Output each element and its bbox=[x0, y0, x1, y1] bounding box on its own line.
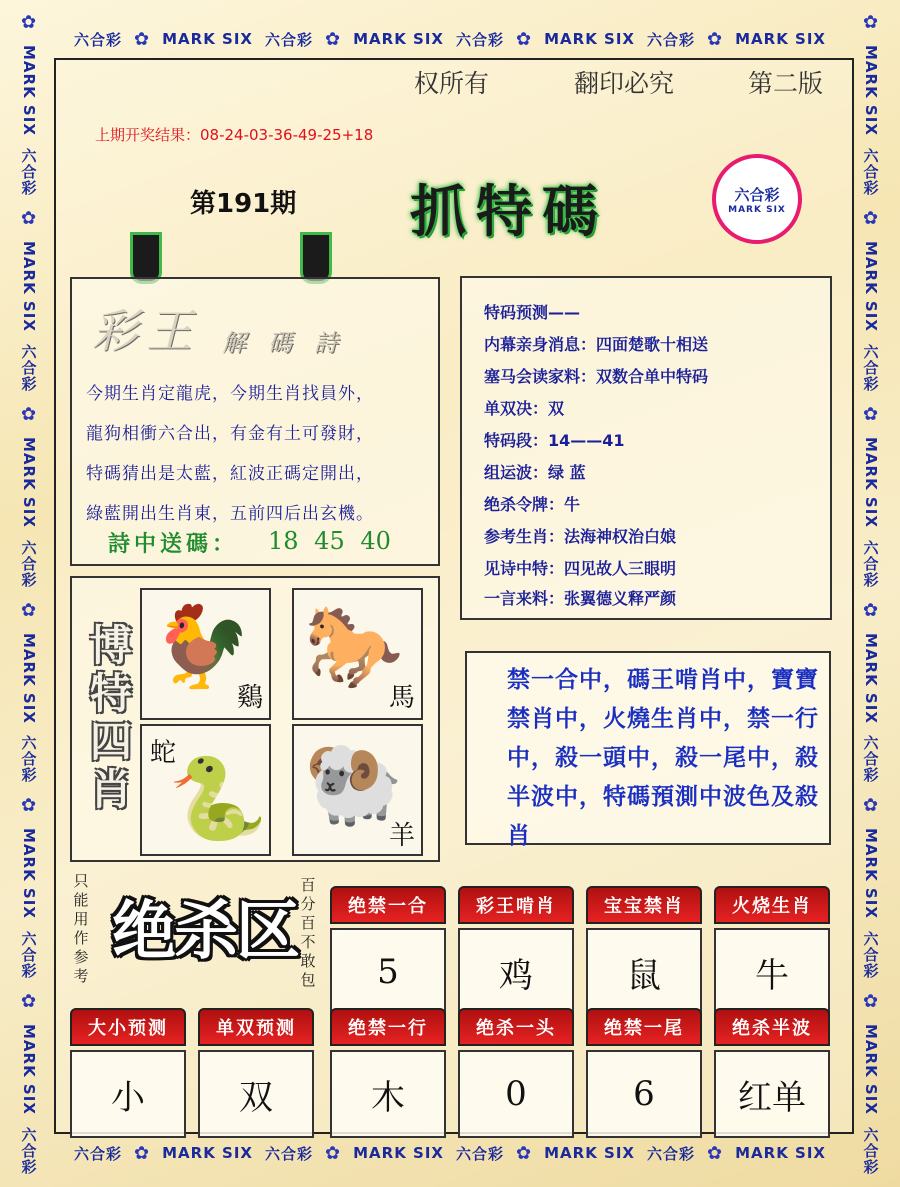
kill-zone-tile bbox=[458, 1008, 574, 1136]
zodiac-cell-snake bbox=[140, 724, 271, 856]
band-six-text: 六合彩 bbox=[265, 30, 314, 49]
band-mark-text: MARK SIX bbox=[862, 632, 880, 724]
band-six-text: 六合彩 bbox=[74, 1144, 123, 1163]
kill-zone-left-note: 只能用作参考 bbox=[73, 872, 89, 985]
clover-icon: ✿ bbox=[707, 1142, 724, 1164]
prediction-row: 特码预测—— bbox=[484, 303, 581, 322]
prediction-row: 单双决：双 bbox=[484, 399, 565, 418]
kill-zone-tile-value: 鼠 bbox=[586, 928, 702, 1016]
kill-zone-right-note: 百分百不敢包 bbox=[300, 876, 316, 989]
prediction-row: 内幕亲身消息：四面楚歌十相送 bbox=[484, 335, 709, 354]
band-mark-text: MARK SIX bbox=[353, 30, 444, 48]
last-result: 上期开奖结果：08-24-03-36-49-25+18 bbox=[95, 126, 374, 144]
kill-zone-tile-value: 双 bbox=[198, 1050, 314, 1138]
page-title: 抓特碼 bbox=[410, 179, 608, 245]
poem-subtitle: 解碼詩 bbox=[222, 329, 360, 357]
band-mark-text: MARK SIX bbox=[862, 44, 880, 136]
clover-icon: ✿ bbox=[516, 1142, 533, 1164]
clover-icon: ✿ bbox=[134, 28, 151, 50]
clover-icon: ✿ bbox=[707, 28, 724, 50]
poem-send-label: 詩中送碼： bbox=[108, 532, 239, 557]
kill-zone-tile-label: 绝杀半波 bbox=[714, 1008, 830, 1046]
kill-zone-tile-label: 绝禁一行 bbox=[330, 1008, 446, 1046]
logo-en: MARK SIX bbox=[728, 204, 786, 215]
kill-zone-tile bbox=[70, 1008, 186, 1136]
band-six-text: 六合彩 bbox=[861, 931, 880, 980]
prediction-row: 一言来料：张翼德义释严颜 bbox=[484, 589, 677, 608]
kill-zone-tile-value: 0 bbox=[458, 1050, 574, 1138]
prediction-row: 绝杀令牌：牛 bbox=[484, 495, 581, 514]
band-six-text: 六合彩 bbox=[19, 1127, 38, 1176]
zodiac-name: 馬 bbox=[388, 683, 415, 713]
band-mark-text: MARK SIX bbox=[735, 30, 826, 48]
clover-icon: ✿ bbox=[20, 11, 38, 33]
kill-zone-tile-label: 大小预测 bbox=[70, 1008, 186, 1046]
zodiac-cell-horse bbox=[292, 588, 423, 720]
clover-icon: ✿ bbox=[325, 1142, 342, 1164]
band-mark-text: MARK SIX bbox=[862, 828, 880, 920]
band-six-text: 六合彩 bbox=[861, 1127, 880, 1176]
clover-icon: ✿ bbox=[862, 795, 880, 817]
kill-zone-tile bbox=[330, 1008, 446, 1136]
top-border-band bbox=[0, 24, 900, 54]
kill-zone-tile-value: 牛 bbox=[714, 928, 830, 1016]
poem-line: 特碼猜出是太藍，紅波正碼定開出， bbox=[86, 464, 374, 484]
clover-icon: ✿ bbox=[20, 599, 38, 621]
band-six-text: 六合彩 bbox=[19, 539, 38, 588]
horse-icon: 🐎 bbox=[304, 600, 404, 693]
warning-text: 禁一合中，碼王啃肖中，寶寶禁肖中，火燒生肖中，禁一行中，殺一頭中，殺一尾中，殺半波中，特碼預測中波色及殺肖 bbox=[507, 667, 819, 849]
band-mark-text: MARK SIX bbox=[862, 240, 880, 332]
band-mark-text: MARK SIX bbox=[20, 828, 38, 920]
zodiac-name: 鷄 bbox=[236, 683, 263, 713]
prediction-box bbox=[460, 276, 832, 620]
kill-zone-tile bbox=[458, 886, 574, 1014]
prediction-row: 塞马会读家料：双数合单中特码 bbox=[484, 367, 709, 386]
snake-icon: 🐍 bbox=[168, 752, 268, 845]
mark-six-logo bbox=[712, 154, 802, 244]
zodiac-name: 蛇 bbox=[150, 738, 177, 768]
kill-zone-tile bbox=[586, 1008, 702, 1136]
kill-zone-tile-label: 绝禁一尾 bbox=[586, 1008, 702, 1046]
band-six-text: 六合彩 bbox=[19, 735, 38, 784]
band-six-text: 六合彩 bbox=[647, 1144, 696, 1163]
clover-icon: ✿ bbox=[862, 11, 880, 33]
kill-zone-tile-value: 6 bbox=[586, 1050, 702, 1138]
kill-zone-title: 绝杀区 bbox=[112, 895, 298, 969]
clover-icon: ✿ bbox=[862, 207, 880, 229]
clover-icon: ✿ bbox=[20, 403, 38, 425]
poem-box bbox=[70, 277, 440, 566]
prediction-row: 参考生肖：法海神权治白娘 bbox=[484, 527, 677, 546]
ram-icon: 🐏 bbox=[304, 736, 404, 829]
clover-icon: ✿ bbox=[134, 1142, 151, 1164]
zodiac-cell-ram bbox=[292, 724, 423, 856]
kill-zone-tile bbox=[714, 886, 830, 1014]
band-mark-text: MARK SIX bbox=[162, 1144, 253, 1162]
four-zodiac-box bbox=[70, 576, 440, 862]
band-mark-text: MARK SIX bbox=[862, 436, 880, 528]
bottom-border-band bbox=[0, 1138, 900, 1168]
band-six-text: 六合彩 bbox=[456, 1144, 505, 1163]
prediction-row: 见诗中特：四见故人三眼明 bbox=[484, 559, 677, 578]
zodiac-cell-rooster bbox=[140, 588, 271, 720]
band-six-text: 六合彩 bbox=[265, 1144, 314, 1163]
poem-send-numbers: 18 45 40 bbox=[268, 527, 391, 555]
kill-zone-tile-label: 彩王啃肖 bbox=[458, 886, 574, 924]
kill-zone-tile-label: 单双预测 bbox=[198, 1008, 314, 1046]
warning-box bbox=[465, 651, 831, 849]
issue-number: 第191期 bbox=[190, 189, 297, 219]
poem-line: 綠藍開出生肖東，五前四后出玄機。 bbox=[86, 504, 374, 524]
band-mark-text: MARK SIX bbox=[544, 30, 635, 48]
kill-zone-tile-label: 宝宝禁肖 bbox=[586, 886, 702, 924]
poem-brand: 彩王 bbox=[92, 304, 200, 358]
copy-notice: 翻印必究 bbox=[574, 69, 675, 98]
kill-zone-tile-value: 木 bbox=[330, 1050, 446, 1138]
band-six-text: 六合彩 bbox=[861, 735, 880, 784]
zodiac-name: 羊 bbox=[388, 821, 415, 851]
rooster-icon: 🐓 bbox=[152, 600, 252, 693]
logo-cn: 六合彩 bbox=[734, 185, 780, 204]
kill-zone-tile bbox=[586, 886, 702, 1014]
left-border-band bbox=[14, 0, 44, 1187]
clover-icon: ✿ bbox=[20, 795, 38, 817]
band-six-text: 六合彩 bbox=[861, 147, 880, 196]
band-mark-text: MARK SIX bbox=[862, 1024, 880, 1116]
band-six-text: 六合彩 bbox=[861, 539, 880, 588]
kill-zone-tile bbox=[330, 886, 446, 1014]
band-six-text: 六合彩 bbox=[19, 147, 38, 196]
band-mark-text: MARK SIX bbox=[20, 632, 38, 724]
kill-zone-tile-value: 鸡 bbox=[458, 928, 574, 1016]
band-mark-text: MARK SIX bbox=[353, 1144, 444, 1162]
clover-icon: ✿ bbox=[862, 599, 880, 621]
clover-icon: ✿ bbox=[516, 28, 533, 50]
clover-icon: ✿ bbox=[325, 28, 342, 50]
kill-zone-tile-label: 火烧生肖 bbox=[714, 886, 830, 924]
kill-zone-tile-value: 5 bbox=[330, 928, 446, 1016]
band-mark-text: MARK SIX bbox=[20, 436, 38, 528]
clover-icon: ✿ bbox=[862, 991, 880, 1013]
prediction-row: 特码段：14——41 bbox=[484, 431, 625, 450]
clover-icon: ✿ bbox=[20, 207, 38, 229]
band-mark-text: MARK SIX bbox=[162, 30, 253, 48]
four-zodiac-label: 博特四肖 bbox=[89, 621, 132, 814]
right-border-band bbox=[856, 0, 886, 1187]
poem-line: 龍狗相衝六合出，有金有土可發財， bbox=[86, 424, 374, 444]
clover-icon: ✿ bbox=[862, 403, 880, 425]
band-six-text: 六合彩 bbox=[74, 30, 123, 49]
prediction-row: 组运波：绿 蓝 bbox=[484, 463, 586, 482]
band-six-text: 六合彩 bbox=[19, 343, 38, 392]
band-mark-text: MARK SIX bbox=[20, 240, 38, 332]
kill-zone-tile bbox=[198, 1008, 314, 1136]
kill-zone-tile-label: 绝禁一合 bbox=[330, 886, 446, 924]
rights-text: 权所有 bbox=[414, 69, 490, 98]
kill-zone-tile-value: 红单 bbox=[714, 1050, 830, 1138]
band-mark-text: MARK SIX bbox=[544, 1144, 635, 1162]
edition-label: 第二版 bbox=[748, 69, 824, 98]
kill-zone-tile-value: 小 bbox=[70, 1050, 186, 1138]
band-six-text: 六合彩 bbox=[861, 343, 880, 392]
band-six-text: 六合彩 bbox=[647, 30, 696, 49]
band-six-text: 六合彩 bbox=[456, 30, 505, 49]
poem-line: 今期生肖定龍虎，今期生肖找員外， bbox=[86, 384, 374, 404]
band-mark-text: MARK SIX bbox=[20, 44, 38, 136]
kill-zone-tile bbox=[714, 1008, 830, 1136]
clover-icon: ✿ bbox=[20, 991, 38, 1013]
band-six-text: 六合彩 bbox=[19, 931, 38, 980]
kill-zone-tile-label: 绝杀一头 bbox=[458, 1008, 574, 1046]
band-mark-text: MARK SIX bbox=[20, 1024, 38, 1116]
band-mark-text: MARK SIX bbox=[735, 1144, 826, 1162]
